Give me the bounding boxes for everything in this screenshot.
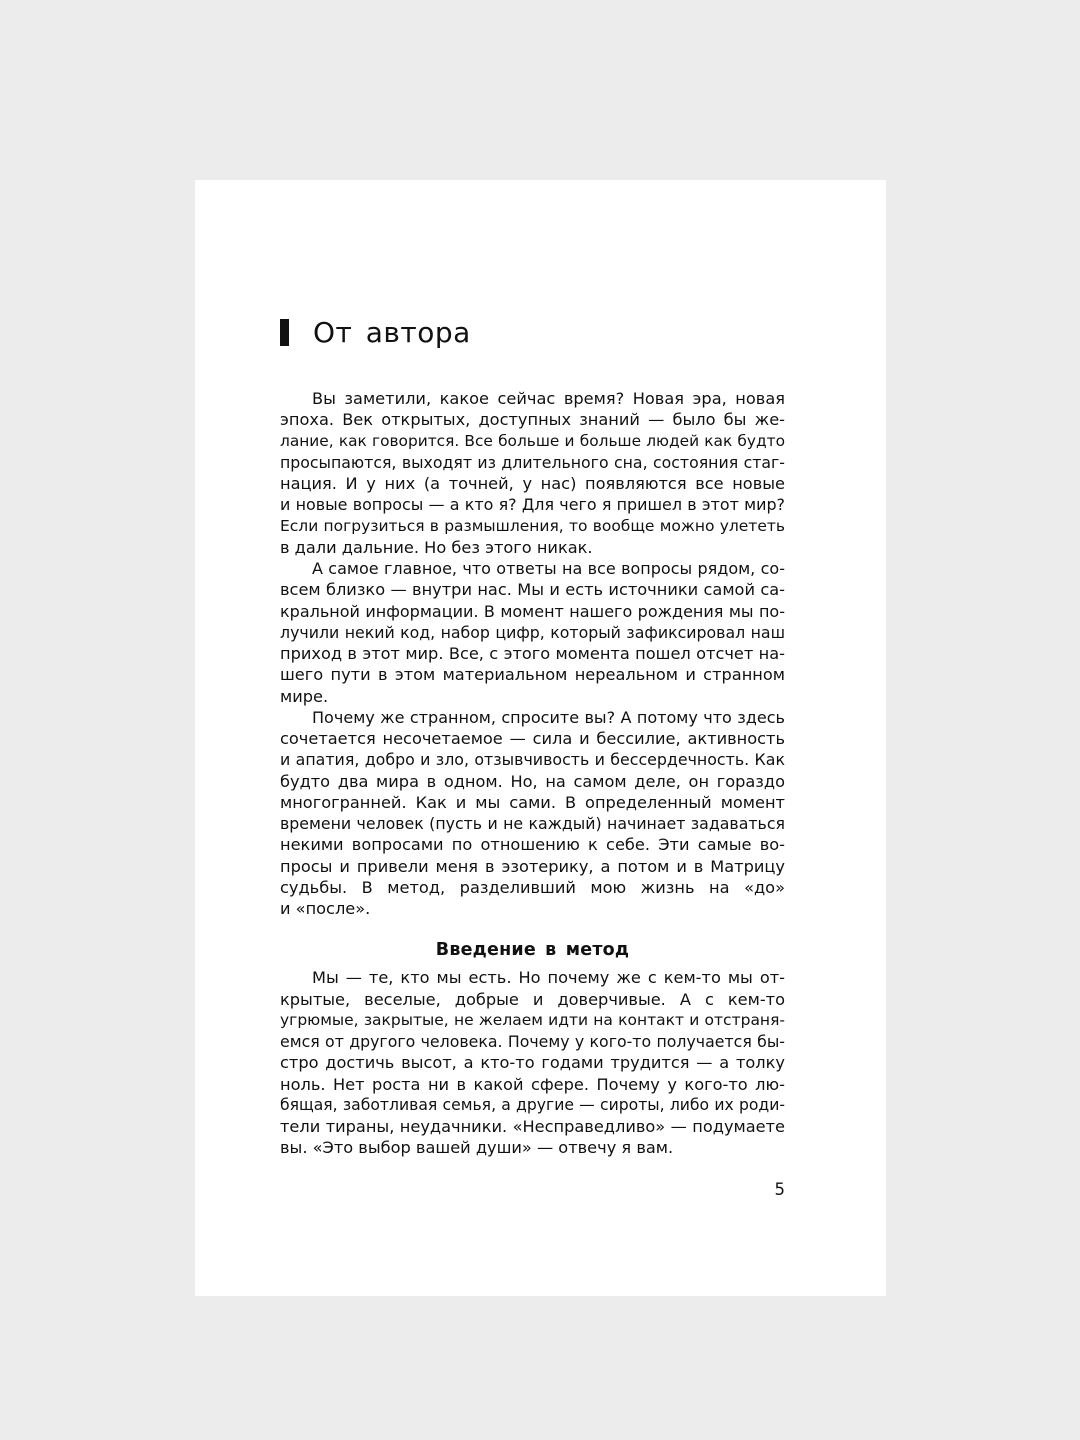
text-line: просыпаются, выходят из длительного сна, состояния стаг- — [280, 452, 785, 472]
text-line: Если погрузиться в размышления, то вообще можно улететь — [280, 516, 785, 535]
text-line: А самое главное, что ответы на все вопросы рядом, со- — [312, 559, 785, 578]
text-line: и «после». — [280, 899, 371, 918]
text-line: кральной информации. В момент нашего рождения мы по- — [280, 601, 785, 621]
text-line: просы и привели меня в эзотерику, а потом и в Матрицу — [280, 856, 785, 876]
text-line: шего пути в этом материальном нереальном и странном — [280, 665, 785, 685]
text-line: тели тираны, неудачники. «Несправедливо» — подумаете — [280, 1117, 785, 1136]
text-line: многогранней. Как и мы сами. В определенный момент — [280, 792, 785, 812]
text-line: приход в этот мир. Все, с этого момента пошел отсчет на- — [280, 644, 785, 663]
text-line: Почему же странном, спросите вы? А потому что здесь — [312, 707, 785, 727]
text-line: будто два мира в одном. Но, на самом деле, он гораздо — [280, 771, 785, 791]
heading-bar-marker — [280, 319, 289, 346]
text-line: лание, как говорится. Все больше и больше людей как будто — [280, 431, 785, 450]
body-text — [280, 388, 785, 1159]
text-line: эпоха. Век открытых, доступных знаний — было бы же- — [280, 410, 785, 430]
text-line: вы. «Это выбор вашей души» — отвечу я вам. — [280, 1138, 674, 1158]
text-line: времени человек (пусть и не каждый) начинает задаваться — [280, 814, 785, 833]
text-line: сочетается несочетаемое — сила и бессилие, активность — [280, 729, 785, 748]
text-line: бящая, заботливая семья, а другие — сироты, либо их роди- — [280, 1095, 785, 1114]
text-line: нация. И у них (а точней, у нас) появляются все новые — [280, 474, 785, 493]
text-line: ноль. Нет роста ни в какой сфере. Почему у кого-то лю- — [280, 1074, 785, 1094]
text-line: лучили некий код, набор цифр, который зафиксировал наш — [280, 622, 785, 642]
page-number: 5 — [774, 1180, 785, 1199]
text-line: угрюмые, закрытые, не желаем идти на контакт и отстраня- — [280, 1010, 785, 1029]
text-line: и апатия, добро и зло, отзывчивость и бессердечность. Как — [280, 750, 785, 770]
text-line: мире. — [280, 686, 329, 706]
book-page — [195, 180, 886, 1296]
text-line: некими вопросами по отношению к себе. Эти самые во- — [280, 835, 785, 855]
chapter-heading — [280, 312, 471, 352]
text-line: стро достичь высот, а кто-то годами трудится — а толку — [280, 1053, 785, 1073]
chapter-title: От автора — [313, 315, 471, 349]
text-line: Мы — те, кто мы есть. Но почему же с кем-то мы от- — [312, 968, 785, 988]
text-line: и новые вопросы — а кто я? Для чего я пришел в этот мир? — [280, 495, 785, 515]
section-subheading: Введение в метод — [435, 940, 630, 961]
text-line: емся от другого человека. Почему у кого-то получается бы- — [280, 1032, 785, 1051]
text-line: всем близко — внутри нас. Мы и есть источники самой са- — [280, 580, 785, 600]
text-line: в дали дальние. Но без этого никак. — [280, 537, 593, 557]
text-line: Вы заметили, какое сейчас время? Новая эра, новая — [312, 389, 785, 408]
text-line: судьбы. В метод, разделивший мою жизнь на «до» — [280, 877, 785, 897]
text-line: крытые, веселые, добрые и доверчивые. А с кем-то — [280, 989, 785, 1009]
